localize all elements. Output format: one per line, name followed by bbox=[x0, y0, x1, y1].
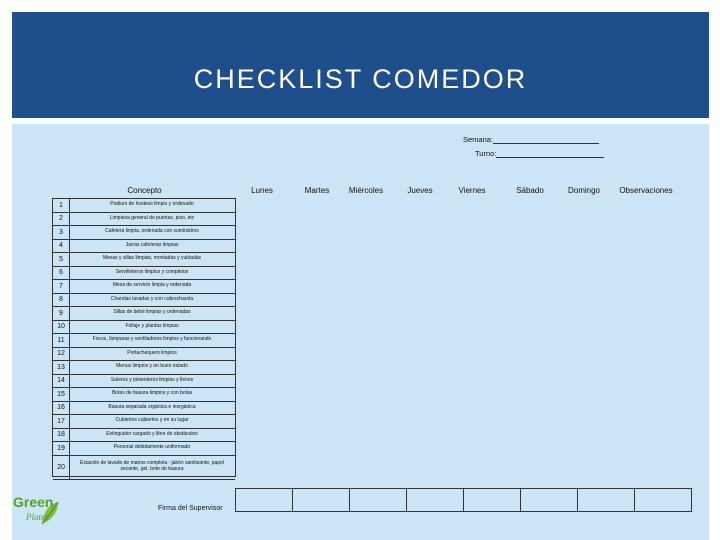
row-concept: Personal debidamente uniformado bbox=[113, 444, 191, 451]
row-number: 14 bbox=[53, 375, 70, 388]
table-row bbox=[53, 429, 235, 443]
table-row bbox=[53, 388, 235, 402]
table-row bbox=[53, 294, 235, 308]
signature-row bbox=[235, 488, 692, 512]
row-concept: Sillas de bebé limpias y ordenadas bbox=[113, 309, 191, 316]
title-banner bbox=[12, 12, 709, 118]
signature-cell[interactable] bbox=[635, 489, 691, 511]
shift-label: Turno: bbox=[475, 149, 497, 158]
row-number: 11 bbox=[53, 334, 70, 347]
row-concept: Servilleteros limpios y completos bbox=[115, 268, 189, 275]
row-concept: Mesa de servicio limpia y ordenada bbox=[112, 282, 192, 289]
leaf-icon bbox=[12, 490, 62, 530]
table-row bbox=[53, 267, 235, 281]
day-header-observaciones: Observaciones bbox=[619, 186, 673, 195]
row-concept: Extinguidor cargado y libre de obstáculos bbox=[106, 430, 198, 437]
day-header-jueves: Jueves bbox=[407, 186, 433, 195]
row-number: 5 bbox=[53, 253, 70, 266]
row-number: 2 bbox=[53, 213, 70, 226]
table-row bbox=[53, 402, 235, 416]
table-row bbox=[53, 226, 235, 240]
row-concept: Follaje y plantas limpias bbox=[125, 322, 179, 329]
row-number: 20 bbox=[53, 456, 70, 479]
shift-field bbox=[475, 148, 604, 158]
table-row bbox=[53, 307, 235, 321]
table-row bbox=[53, 253, 235, 267]
row-number: 18 bbox=[53, 429, 70, 442]
row-concept: Jarras cafeteras limpias bbox=[125, 241, 179, 248]
row-concept: Charolas lavadas y con cubrecharola bbox=[110, 295, 194, 302]
row-concept: Portachequers limpios bbox=[127, 349, 177, 356]
table-row bbox=[53, 415, 235, 429]
signature-cell[interactable] bbox=[464, 489, 521, 511]
green-plates-logo bbox=[12, 490, 62, 530]
signature-cell[interactable] bbox=[578, 489, 635, 511]
row-concept: Botes de basura limpios y con bolsa bbox=[111, 390, 193, 397]
supervisor-signature-label: Firma del Supervisor bbox=[158, 505, 223, 512]
row-number: 9 bbox=[53, 307, 70, 320]
table-row bbox=[53, 213, 235, 227]
row-concept: Basura separada orgánica e inorgánica bbox=[108, 403, 196, 410]
row-number: 8 bbox=[53, 294, 70, 307]
signature-cell[interactable] bbox=[521, 489, 578, 511]
concept-column-header: Concepto bbox=[127, 186, 162, 195]
logo-text-green: Green bbox=[13, 494, 54, 510]
row-number: 17 bbox=[53, 415, 70, 428]
row-number: 16 bbox=[53, 402, 70, 415]
table-row bbox=[53, 240, 235, 254]
table-row bbox=[53, 456, 235, 480]
row-number: 13 bbox=[53, 361, 70, 374]
row-concept: Estación de lavado de manos completa : jabón sanitizante, papel secante, gel, bote de basura bbox=[80, 460, 224, 472]
row-concept: Cafetera limpia, ordenada con suministros bbox=[105, 228, 199, 235]
row-number: 19 bbox=[53, 442, 70, 455]
row-number: 6 bbox=[53, 267, 70, 280]
row-concept: Limpieza general de puertas, piso, etc bbox=[109, 214, 195, 221]
signature-cell[interactable] bbox=[407, 489, 464, 511]
table-row bbox=[53, 321, 235, 335]
table-row bbox=[53, 348, 235, 362]
table-row bbox=[53, 334, 235, 348]
row-number: 7 bbox=[53, 280, 70, 293]
row-number: 15 bbox=[53, 388, 70, 401]
table-row bbox=[53, 375, 235, 389]
table-row bbox=[53, 361, 235, 375]
day-header-sabado: Sábado bbox=[516, 186, 544, 195]
row-concept: Focos, lámparas y ventiladores limpios y funcionando bbox=[92, 336, 212, 343]
day-header-miercoles: Miércoles bbox=[348, 186, 384, 195]
week-blank-line bbox=[493, 134, 599, 144]
table-row bbox=[53, 280, 235, 294]
day-header-domingo: Domingo bbox=[567, 186, 600, 195]
shift-blank-line bbox=[496, 148, 604, 158]
logo-text-plates: Plates bbox=[26, 512, 49, 522]
week-field bbox=[463, 134, 599, 144]
row-number: 4 bbox=[53, 240, 70, 253]
table-row bbox=[53, 442, 235, 456]
signature-cell[interactable] bbox=[350, 489, 407, 511]
week-label: Semana: bbox=[463, 135, 494, 144]
row-number: 3 bbox=[53, 226, 70, 239]
row-concept: Saleros y pimenteros limpios y llenos bbox=[110, 376, 194, 383]
row-concept: Mesas y sillas limpias, montadas y cuidadas bbox=[102, 255, 202, 262]
checklist-table bbox=[52, 198, 236, 477]
row-number: 10 bbox=[53, 321, 70, 334]
signature-cell[interactable] bbox=[236, 489, 293, 511]
day-header-lunes: Lunes bbox=[251, 186, 273, 195]
row-number: 1 bbox=[53, 199, 70, 212]
row-concept: Podium de hostess limpio y ordenado bbox=[110, 201, 194, 208]
day-header-martes: Martes bbox=[304, 186, 330, 195]
table-row bbox=[53, 199, 235, 213]
row-concept: Cubiertos cubiertos y en su lugar bbox=[115, 417, 189, 424]
page-title: CHECKLIST COMEDOR bbox=[193, 64, 528, 94]
signature-cell[interactable] bbox=[293, 489, 350, 511]
row-concept: Menus limpios y en buen estado bbox=[116, 363, 188, 370]
day-header-viernes: Viernes bbox=[458, 186, 486, 195]
row-number: 12 bbox=[53, 348, 70, 361]
